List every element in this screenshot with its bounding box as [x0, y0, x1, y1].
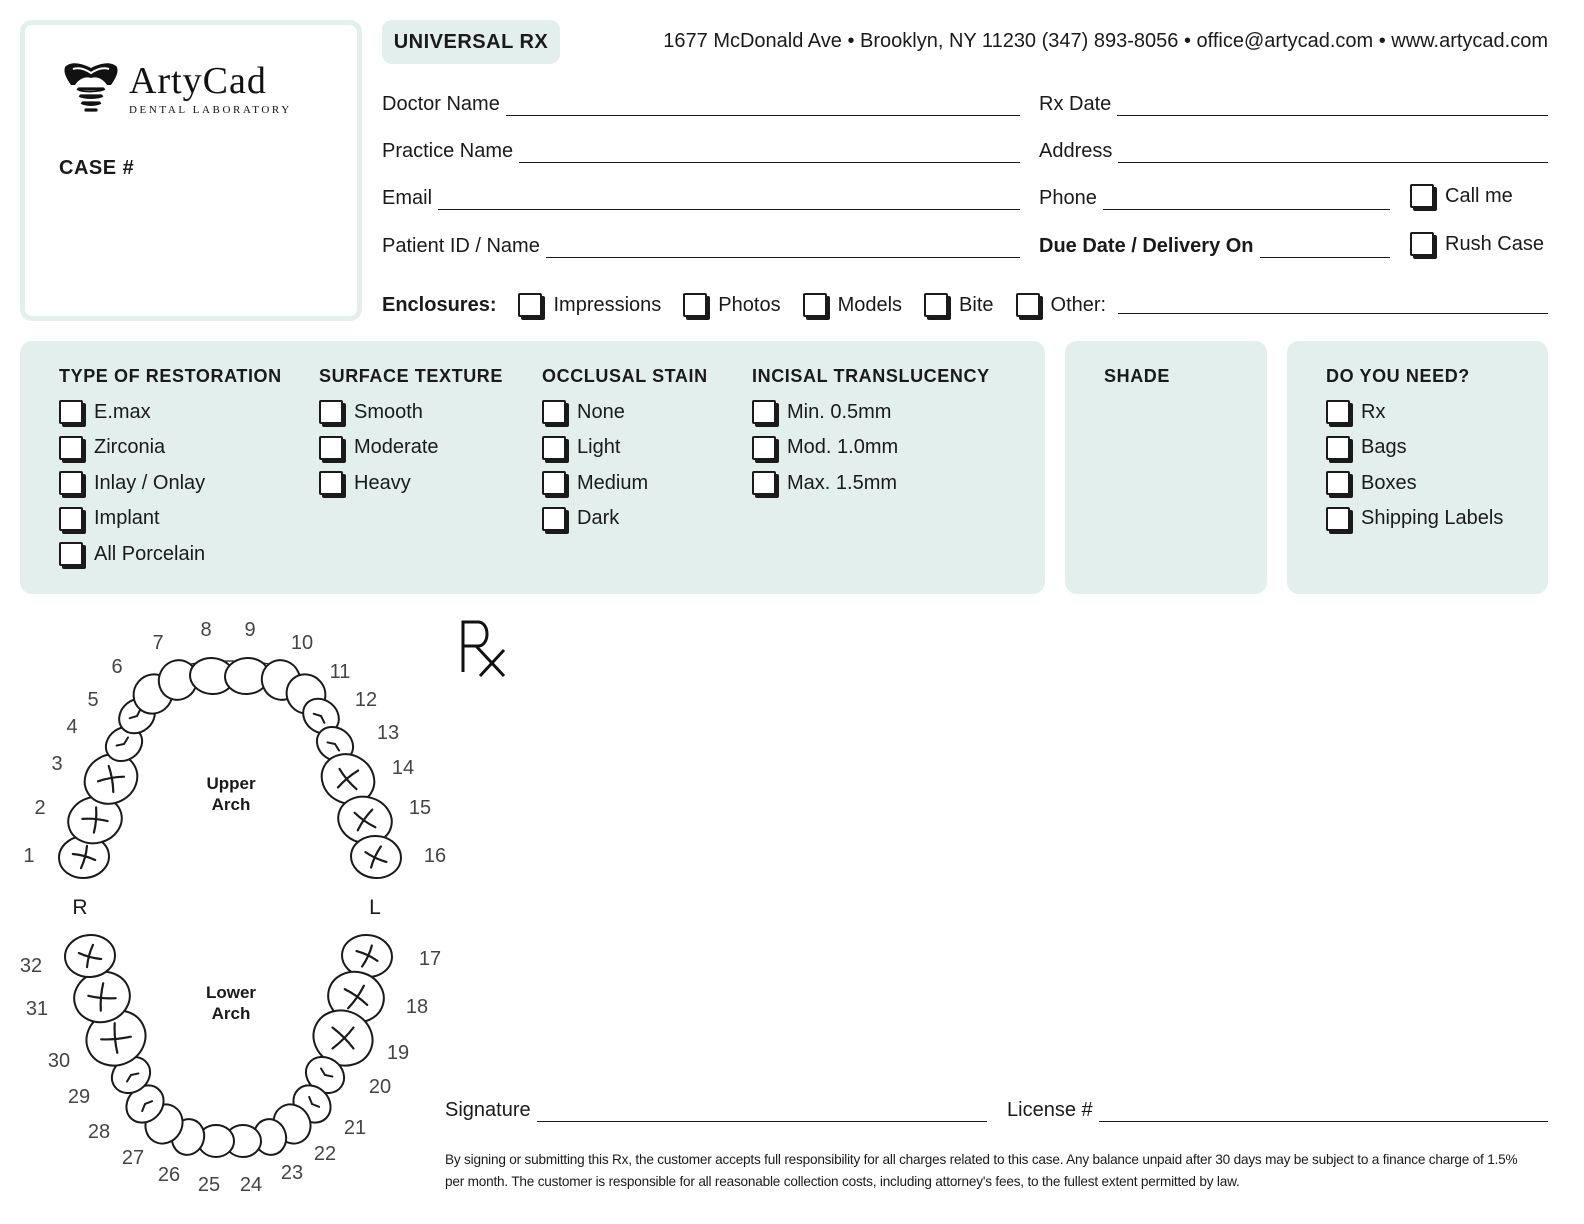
supply-option[interactable]: [1326, 471, 1503, 495]
phone-label: Phone: [1039, 187, 1097, 209]
tooth-number-label: 30: [47, 1050, 71, 1072]
restoration-option[interactable]: [59, 507, 282, 531]
enclosure-bite[interactable]: [924, 293, 993, 317]
tooth-number-label: 27: [121, 1147, 145, 1169]
lab-contact-info: 1677 McDonald Ave • Brooklyn, NY 11230 (347) 893-8056 • office@artycad.com • www.artycad.com: [663, 30, 1548, 52]
option-checkbox[interactable]: [542, 400, 566, 424]
option-checkbox[interactable]: [542, 436, 566, 460]
due-date-line[interactable]: [1260, 238, 1390, 258]
email-line[interactable]: [438, 190, 1020, 210]
option-label: Rx: [1361, 400, 1386, 423]
email-field[interactable]: [382, 182, 1020, 210]
option-checkbox[interactable]: [752, 471, 776, 495]
option-label: Medium: [577, 471, 649, 494]
case-number-label: CASE #: [59, 157, 135, 179]
tooth-number-label: 26: [157, 1164, 181, 1186]
surface-texture-title: SURFACE TEXTURE: [319, 366, 504, 386]
rush-case-label: Rush Case: [1445, 232, 1544, 255]
doctor-name-line[interactable]: [506, 96, 1020, 116]
stain-option[interactable]: [542, 471, 708, 495]
option-checkbox[interactable]: [1326, 471, 1350, 495]
option-checkbox[interactable]: [319, 436, 343, 460]
option-checkbox[interactable]: [59, 400, 83, 424]
incisal-translucency-group: [752, 364, 990, 507]
restoration-option[interactable]: [59, 542, 282, 566]
enclosure-checkbox[interactable]: [803, 293, 827, 317]
tooth-number-label: 17: [418, 948, 442, 970]
due-date-field[interactable]: [1039, 230, 1390, 258]
translucency-option[interactable]: [752, 400, 990, 424]
incisal-translucency-title: INCISAL TRANSLUCENCY: [752, 366, 990, 386]
tooth-number-label: 6: [111, 656, 123, 678]
enclosure-label: Bite: [959, 293, 994, 316]
tooth-number-label: 31: [25, 998, 49, 1020]
option-label: E.max: [94, 400, 151, 423]
upper-arch-label: Arch: [211, 795, 251, 814]
option-label: Smooth: [354, 400, 423, 423]
tooth-number-label: 3: [51, 753, 63, 775]
enclosure-other-line[interactable]: [1118, 296, 1548, 314]
option-label: Implant: [94, 507, 160, 530]
option-checkbox[interactable]: [542, 507, 566, 531]
option-label: Bags: [1361, 436, 1407, 459]
tooth-number-label: 5: [87, 689, 99, 711]
tooth-number-label: 8: [200, 619, 212, 641]
case-card: [20, 20, 362, 321]
translucency-option[interactable]: [752, 471, 990, 495]
tooth-number-label: 21: [343, 1117, 367, 1139]
shade-title: SHADE: [1104, 366, 1171, 386]
texture-option[interactable]: [319, 436, 503, 460]
call-me-label: Call me: [1445, 184, 1513, 207]
option-checkbox[interactable]: [1326, 507, 1350, 531]
tooth-number-label: 15: [408, 797, 432, 819]
lab-logo: [61, 59, 292, 119]
restoration-option[interactable]: [59, 436, 282, 460]
right-side-label: R: [72, 896, 88, 919]
address-label: Address: [1039, 140, 1113, 162]
stain-option[interactable]: [542, 400, 708, 424]
option-checkbox[interactable]: [59, 507, 83, 531]
enclosure-models[interactable]: [803, 293, 902, 317]
translucency-option[interactable]: [752, 436, 990, 460]
surface-texture-group: [319, 364, 503, 507]
rx-date-field[interactable]: [1039, 88, 1548, 116]
option-label: Max. 1.5mm: [787, 471, 898, 494]
occlusal-stain-group: [542, 364, 708, 542]
option-checkbox[interactable]: [319, 400, 343, 424]
signature-field[interactable]: [445, 1094, 987, 1122]
supply-option[interactable]: [1326, 436, 1503, 460]
enclosure-checkbox[interactable]: [683, 293, 707, 317]
enclosures-label: Enclosures:: [382, 293, 497, 316]
option-label: Heavy: [354, 471, 411, 494]
tooth-number-label: 4: [66, 716, 78, 738]
tooth-number-label: 32: [19, 955, 43, 977]
tooth-number-label: 12: [354, 689, 378, 711]
option-label: None: [577, 400, 625, 423]
option-label: Mod. 1.0mm: [787, 436, 899, 459]
due-date-label: Due Date / Delivery On: [1039, 235, 1254, 257]
enclosure-other-label: Other:: [1050, 293, 1107, 316]
form-title: UNIVERSAL RX: [382, 20, 560, 64]
shade-group[interactable]: [1104, 364, 1170, 388]
lab-subtitle: DENTAL LABORATORY: [129, 104, 292, 116]
signature-line[interactable]: [537, 1102, 987, 1122]
tooth-number-label: 18: [405, 996, 429, 1018]
legal-disclaimer: By signing or submitting this Rx, the customer accepts full responsibility for all charges related to this case. Any balance unpaid after 30 days may be subject to a finance charge of 1.5% per month. The customer is responsible for all reasonable collection costs, including attorney's fees, to the fullest extent permitted by law.: [445, 1152, 1518, 1189]
enclosure-other[interactable]: [1016, 293, 1107, 317]
option-checkbox[interactable]: [59, 542, 83, 566]
option-checkbox[interactable]: [59, 436, 83, 460]
patient-field[interactable]: [382, 230, 1020, 258]
enclosure-checkbox[interactable]: [924, 293, 948, 317]
call-me-option[interactable]: [1410, 184, 1513, 208]
license-field[interactable]: [1007, 1094, 1548, 1122]
tooth-number-label: 20: [368, 1076, 392, 1098]
supplies-group: [1326, 364, 1503, 542]
address-field[interactable]: [1039, 135, 1548, 163]
left-side-label: L: [369, 896, 381, 919]
tooth-number-label: 10: [290, 632, 314, 654]
tooth-number-label: 22: [313, 1143, 337, 1165]
enclosures-row: [382, 288, 1548, 322]
rx-symbol-icon: [458, 612, 510, 682]
lower-arch-label: Lower: [205, 983, 257, 1002]
option-checkbox[interactable]: [1326, 436, 1350, 460]
address-line[interactable]: [1118, 143, 1548, 163]
option-label: Min. 0.5mm: [787, 400, 892, 423]
tooth-number-label: 16: [423, 845, 447, 867]
option-label: All Porcelain: [94, 542, 206, 565]
option-label: Boxes: [1361, 471, 1417, 494]
tooth-number-label: 13: [376, 722, 400, 744]
option-label: Zirconia: [94, 436, 166, 459]
texture-option[interactable]: [319, 471, 503, 495]
tooth-number-label: 23: [280, 1162, 304, 1184]
phone-line[interactable]: [1103, 190, 1390, 210]
license-line[interactable]: [1099, 1102, 1548, 1122]
option-checkbox[interactable]: [1326, 400, 1350, 424]
enclosure-label: Impressions: [553, 293, 662, 316]
enclosure-checkbox[interactable]: [518, 293, 542, 317]
enclosure-impressions[interactable]: [518, 293, 661, 317]
patient-label: Patient ID / Name: [382, 235, 540, 257]
tooth-chart[interactable]: [0, 600, 460, 1220]
restoration-type-group: [59, 364, 282, 578]
restoration-option[interactable]: [59, 400, 282, 424]
upper-arch-label: Upper: [206, 774, 256, 793]
option-label: Dark: [577, 507, 620, 530]
tooth-number-label: 2: [34, 797, 46, 819]
rx-date-line[interactable]: [1117, 96, 1548, 116]
option-label: Inlay / Onlay: [94, 471, 206, 494]
option-checkbox[interactable]: [319, 471, 343, 495]
option-label: Light: [577, 436, 621, 459]
signature-label: Signature: [445, 1099, 531, 1121]
occlusal-stain-title: OCCLUSAL STAIN: [542, 366, 708, 386]
enclosure-label: Models: [837, 293, 903, 316]
tooth-number-label: 1: [23, 845, 35, 867]
tooth-number-label: 25: [197, 1174, 221, 1196]
practice-name-label: Practice Name: [382, 140, 514, 162]
enclosure-photos[interactable]: [683, 293, 780, 317]
lab-name: ArtyCad: [129, 60, 267, 102]
supply-option[interactable]: [1326, 507, 1503, 531]
practice-name-field[interactable]: [382, 135, 1020, 163]
stain-option[interactable]: [542, 507, 708, 531]
lower-arch-label: Arch: [211, 1004, 251, 1023]
enclosure-label: Photos: [718, 293, 781, 316]
patient-line[interactable]: [546, 238, 1020, 258]
option-label: Moderate: [354, 436, 439, 459]
tooth-implant-icon: [61, 59, 121, 119]
option-checkbox[interactable]: [542, 471, 566, 495]
rush-case-option[interactable]: [1410, 232, 1544, 256]
rush-case-checkbox[interactable]: [1410, 232, 1434, 256]
license-label: License #: [1007, 1099, 1093, 1121]
rx-date-label: Rx Date: [1039, 93, 1112, 115]
option-checkbox[interactable]: [752, 400, 776, 424]
practice-name-line[interactable]: [519, 143, 1020, 163]
option-checkbox[interactable]: [752, 436, 776, 460]
texture-option[interactable]: [319, 400, 503, 424]
tooth-number-label: 19: [386, 1042, 410, 1064]
tooth-number-label: 29: [67, 1086, 91, 1108]
doctor-name-field[interactable]: [382, 88, 1020, 116]
enclosure-other-field[interactable]: [1112, 296, 1548, 314]
tooth-number-label: 9: [244, 619, 256, 641]
restoration-option[interactable]: [59, 471, 282, 495]
supplies-title: DO YOU NEED?: [1326, 366, 1470, 386]
option-checkbox[interactable]: [59, 471, 83, 495]
doctor-name-label: Doctor Name: [382, 93, 500, 115]
enclosure-checkbox[interactable]: [1016, 293, 1040, 317]
call-me-checkbox[interactable]: [1410, 184, 1434, 208]
tooth-number-label: 28: [87, 1121, 111, 1143]
supply-option[interactable]: [1326, 400, 1503, 424]
tooth-number-label: 24: [239, 1174, 263, 1196]
stain-option[interactable]: [542, 436, 708, 460]
tooth-number-label: 14: [391, 757, 415, 779]
tooth-number-label: 11: [329, 661, 351, 683]
option-label: Shipping Labels: [1361, 507, 1504, 530]
email-label: Email: [382, 187, 433, 209]
tooth-number-label: 7: [152, 632, 164, 654]
restoration-type-title: TYPE OF RESTORATION: [59, 366, 282, 386]
phone-field[interactable]: [1039, 182, 1390, 210]
